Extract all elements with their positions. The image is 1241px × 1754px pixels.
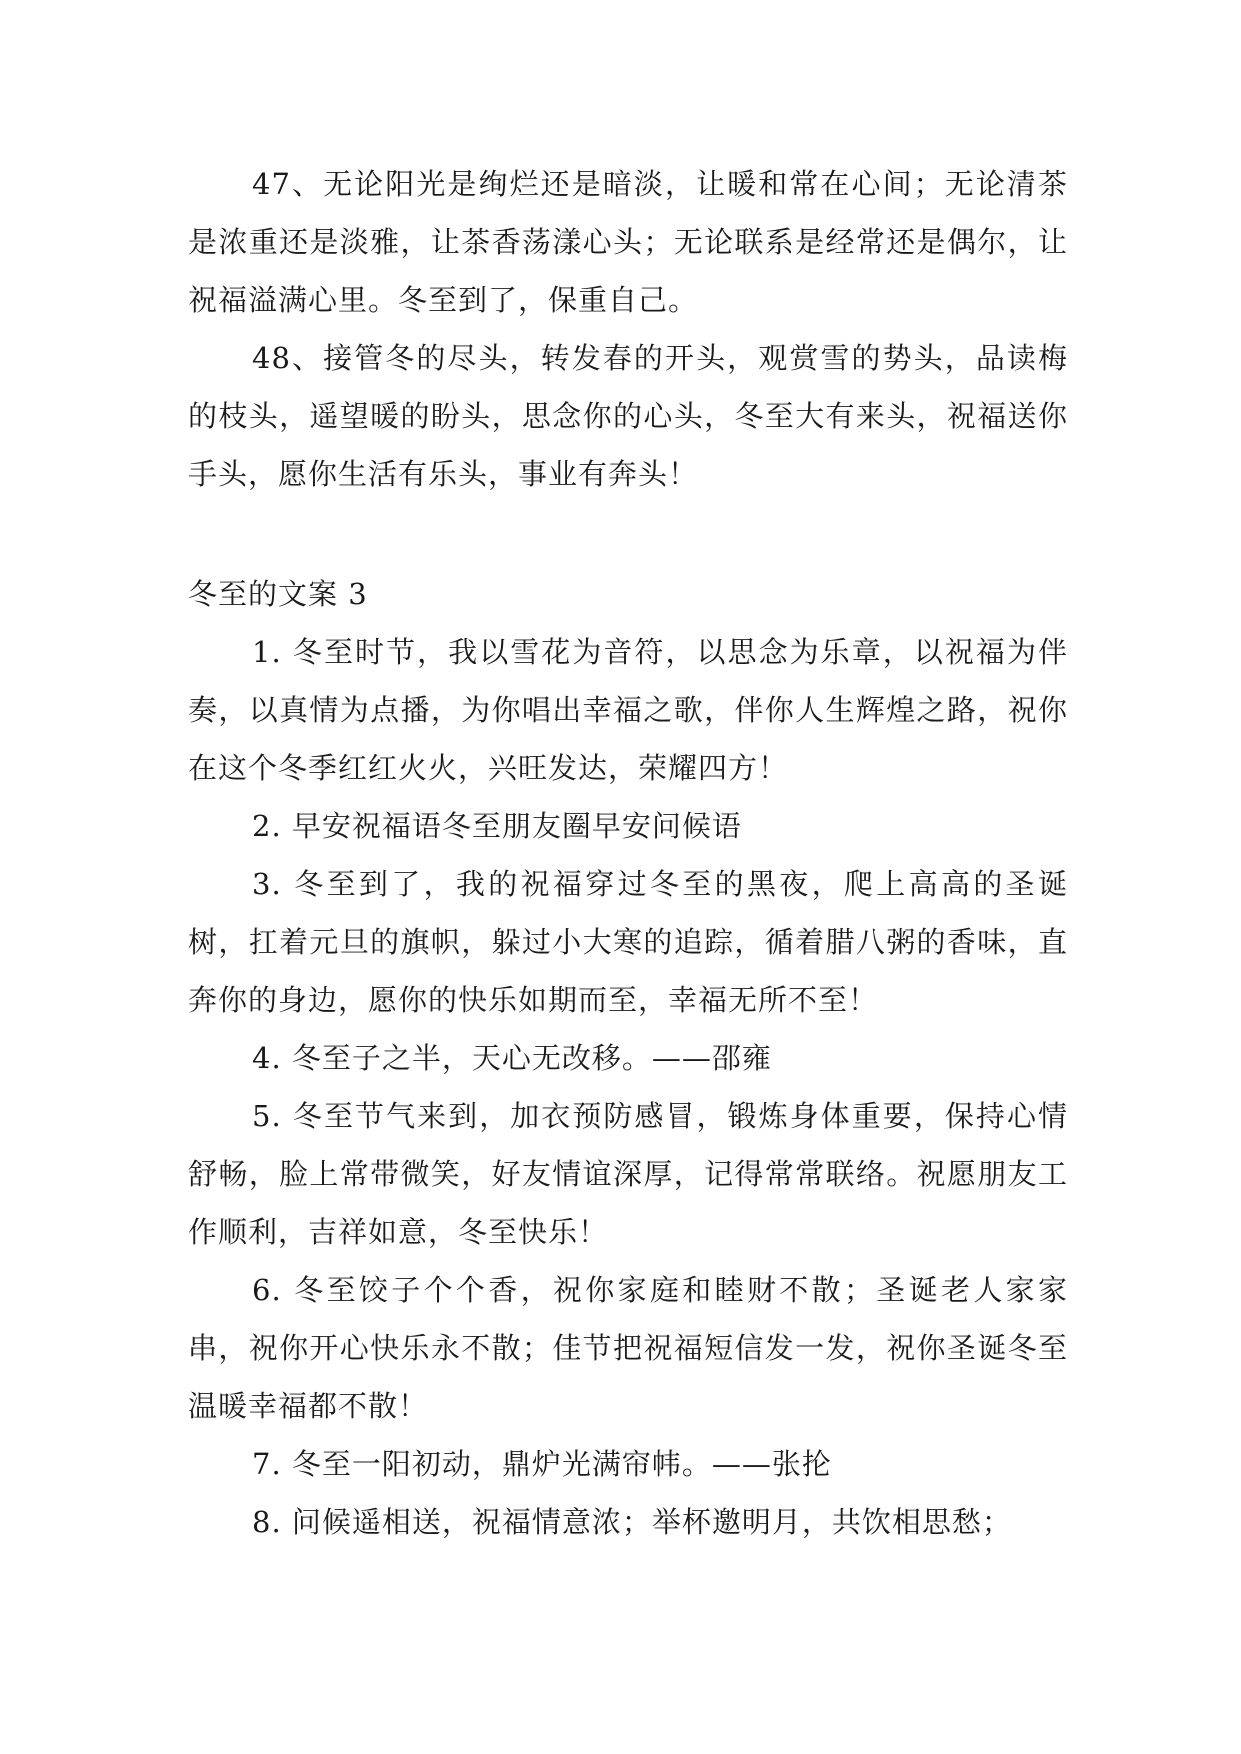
section-spacer — [188, 503, 1068, 565]
list-item-6: 6. 冬至饺子个个香，祝你家庭和睦财不散；圣诞老人家家串，祝你开心快乐永不散；佳节把祝福短信发一发，祝你圣诞冬至温暖幸福都不散！ — [188, 1273, 1068, 1423]
list-item-8: 8. 问候遥相送，祝福情意浓；举杯邀明月，共饮相思愁； — [252, 1505, 1012, 1539]
paragraph-48: 48、接管冬的尽头，转发春的开头，观赏雪的势头，品读梅的枝头，遥望暖的盼头，思念你的心头，冬至大有来头，祝福送你手头，愿你生活有乐头，事业有奔头！ — [188, 341, 1068, 491]
paragraph-47: 47、无论阳光是绚烂还是暗淡，让暖和常在心间；无论清茶是浓重还是淡雅，让茶香荡漾心头；无论联系是经常还是偶尔，让祝福溢满心里。冬至到了，保重自己。 — [188, 167, 1068, 317]
list-item-1: 1. 冬至时节，我以雪花为音符，以思念为乐章，以祝福为伴奏，以真情为点播，为你唱出幸福之歌，伴你人生辉煌之路，祝你在这个冬季红红火火，兴旺发达，荣耀四方！ — [188, 635, 1068, 785]
list-item-4: 4. 冬至子之半，天心无改移。——邵雍 — [252, 1041, 772, 1075]
list-item-3: 3. 冬至到了，我的祝福穿过冬至的黑夜，爬上高高的圣诞树，扛着元旦的旗帜，躲过小大寒的追踪，循着腊八粥的香味，直奔你的身边，愿你的快乐如期而至，幸福无所不至！ — [188, 867, 1068, 1017]
list-item-2: 2. 早安祝福语冬至朋友圈早安问候语 — [252, 809, 742, 843]
document-page — [188, 155, 1068, 1551]
section-heading: 冬至的文案 3 — [188, 577, 368, 611]
list-item-5: 5. 冬至节气来到，加衣预防感冒，锻炼身体重要，保持心情舒畅，脸上常带微笑，好友情谊深厚，记得常常联络。祝愿朋友工作顺利，吉祥如意，冬至快乐！ — [188, 1099, 1068, 1249]
list-item-7: 7. 冬至一阳初动，鼎炉光满帘帏。——张抡 — [252, 1447, 832, 1481]
